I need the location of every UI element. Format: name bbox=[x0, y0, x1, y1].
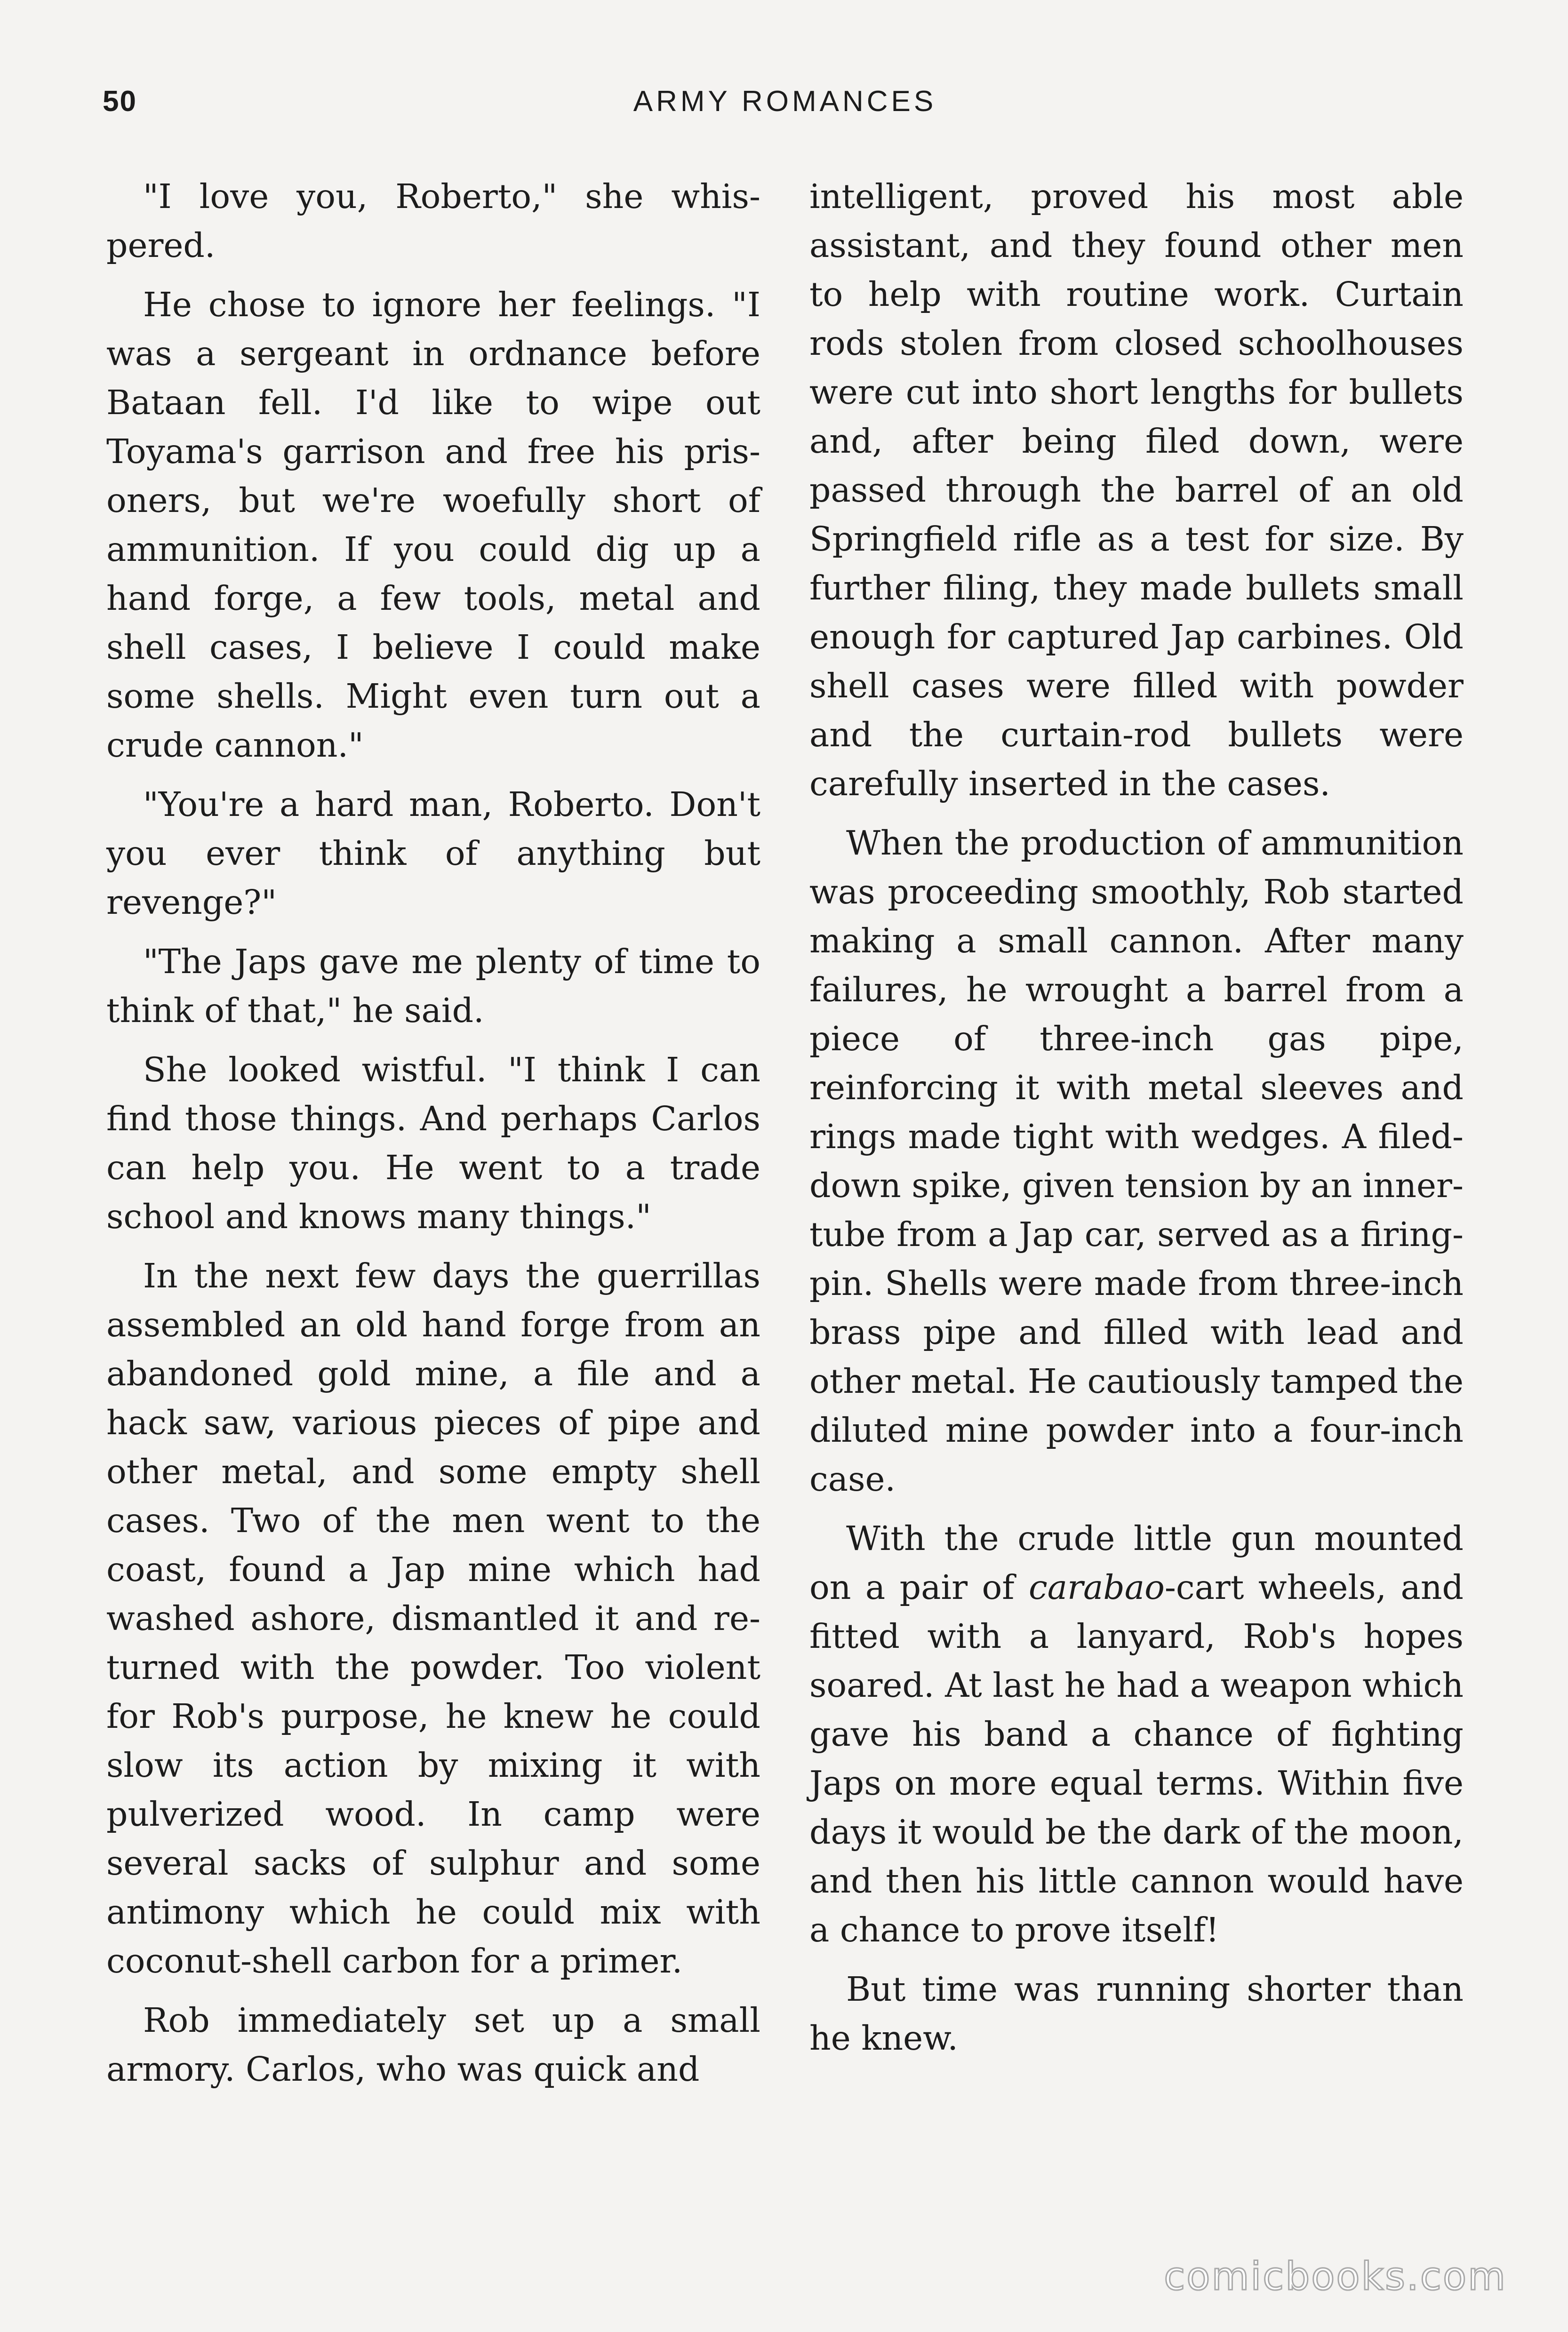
page-header bbox=[103, 85, 1467, 136]
page-number: 50 bbox=[103, 85, 137, 118]
italic-word: carabao bbox=[1028, 1568, 1165, 1607]
running-title: ARMY ROMANCES bbox=[633, 85, 937, 118]
paragraph: "You're a hard man, Roberto. Don't you ever think of anything but revenge?" bbox=[106, 785, 760, 922]
paragraph: "The Japs gave me plenty of time to think of that," he said. bbox=[106, 942, 760, 1030]
left-text-column bbox=[106, 172, 760, 2104]
paragraph: In the next few days the guerrillas assembled an old hand forge from an abandoned gold mine, a file and a hack saw, various pieces of pipe and other metal, and some empty shell cases. Two of the men went to the coast, found a Jap mine which had washed ashore, dismantled it and returned with the powder. Too violent for Rob's purpose, he knew he could slow its action by mixing it with pulverized wood. In camp were several sacks of sulphur and some antimony which he could mix with coconut-shell carbon for a primer. bbox=[106, 1256, 760, 1981]
paragraph: Rob immediately set up a small armory. Carlos, who was quick and bbox=[106, 2001, 760, 2089]
paragraph: But time was running shorter than he knew. bbox=[809, 1970, 1464, 2058]
paragraph: He chose to ignore her feelings. "I was a sergeant in ordnance before Bataan fell. I'd like to wipe out Toyama's garrison and free his prisoners, but we're woefully short of ammunition. If you could dig up a hand forge, a few tools, metal and shell cases, I believe I could make some shells. Might even turn out a crude cannon." bbox=[106, 285, 760, 765]
paragraph: When the production of ammunition was proceeding smoothly, Rob started making a small cannon. After many failures, he wrought a barrel from a piece of three-inch gas pipe, reinforcing it with metal sleeves and rings made tight with wedges. A filed-down spike, given tension by an inner-tube from a Jap car, served as a firing-pin. Shells were made from three-inch brass pipe and filled with lead and other metal. He cautiously tamped the diluted mine powder into a four-inch case. bbox=[809, 823, 1464, 1499]
paragraph: "I love you, Roberto," she whispered. bbox=[106, 177, 760, 265]
right-text-column bbox=[809, 172, 1464, 2073]
paragraph-continued: intelligent, proved his most able assistant, and they found other men to help with routine work. Curtain rods stolen from closed schoolhouses were cut into short lengths for bullets and, after being filed down, were passed through the barrel of an old Springfield rifle as a test for size. By further filing, they made bullets small enough for captured Jap carbines. Old shell cases were filled with powder and the curtain-rod bullets were carefully inserted in the cases. bbox=[809, 177, 1464, 803]
paragraph: With the crude little gun mounted on a pair of carabao-cart wheels, and fitted with a lanyard, Rob's hopes soared. At last he had a weapon which gave his band a chance of fighting Japs on more equal terms. Within five days it would be the dark of the moon, and then his little cannon would have a chance to prove itself! bbox=[809, 1519, 1464, 1949]
paragraph: She looked wistful. "I think I can find those things. And perhaps Carlos can help you. He went to a trade school and knows many things." bbox=[106, 1050, 760, 1236]
site-watermark: comicbooks.com bbox=[1164, 2254, 1507, 2299]
